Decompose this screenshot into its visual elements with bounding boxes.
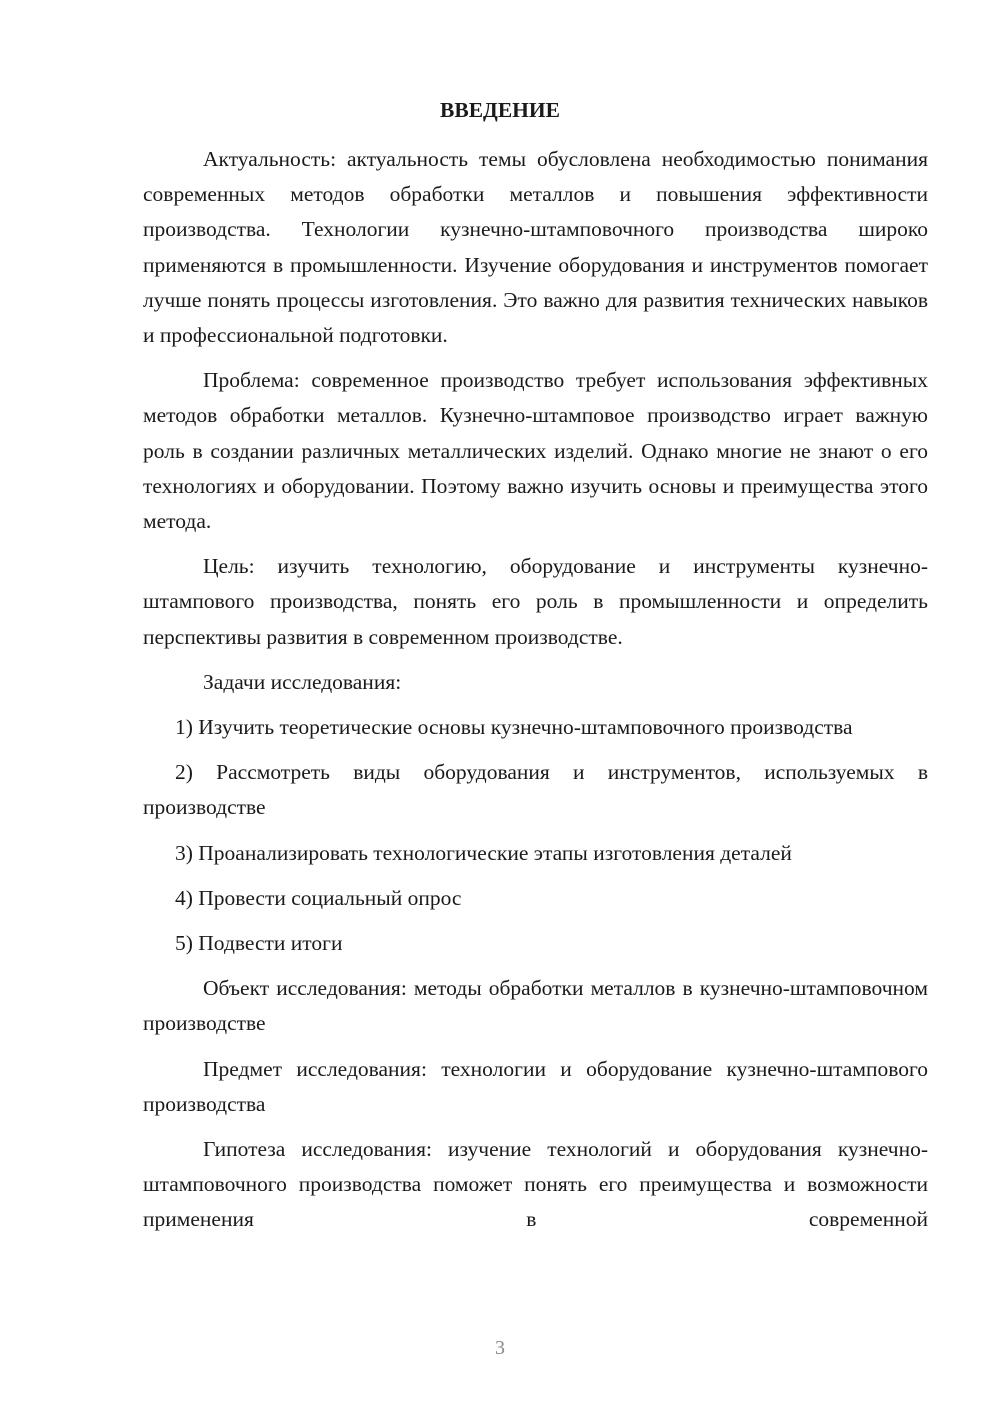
task-item-2: 2) Рассмотреть виды оборудования и инструментов, используемых в производстве: [143, 760, 928, 820]
task-item-1: 1) Изучить теоретические основы кузнечно-штамповочного производства: [175, 715, 853, 740]
paragraph-goal: Цель: изучить технологию, оборудование и инструменты кузнечно-штампового производства, понять его роль в промышленности и определить перспективы развития в современном производстве.: [143, 554, 928, 649]
paragraph-problem: Проблема: современное производство требует использования эффективных методов обработки металлов. Кузнечно-штамповое производство играет важную роль в создании различных металлических изделий. Однако многие не знают о его технологиях и оборудовании. Поэтому важно изучить основы и преимущества этого метода.: [143, 368, 928, 534]
body-text: [143, 142, 928, 1238]
paragraph-relevance: Актуальность: актуальность темы обусловлена необходимостью понимания современных методов обработки металлов и повышения эффективности производства. Технологии кузнечно-штамповочного производства широко применяются в промышленности. Изучение оборудования и инструментов помогает лучше понять процессы изготовления. Это важно для развития технических навыков и профессиональной подготовки.: [143, 147, 928, 348]
task-item-3: 3) Проанализировать технологические этапы изготовления деталей: [175, 840, 792, 865]
paragraph-hypothesis: Гипотеза исследования: изучение технологий и оборудования кузнечно-штамповочного производства поможет понять его преимущества и возможности применения в современной: [143, 1137, 928, 1232]
task-item-5: 5) Подвести итоги: [175, 931, 343, 956]
paragraph-object: Объект исследования: методы обработки металлов в кузнечно-штамповочном производстве: [143, 976, 928, 1036]
page-title: ВВЕДЕНИЕ: [440, 98, 560, 122]
page-number: 3: [495, 1337, 505, 1359]
paragraph-tasks-heading: Задачи исследования:: [203, 669, 402, 694]
task-item-4: 4) Провести социальный опрос: [175, 885, 462, 910]
paragraph-subject: Предмет исследования: технологии и оборудование кузнечно-штампового производства: [143, 1056, 928, 1116]
